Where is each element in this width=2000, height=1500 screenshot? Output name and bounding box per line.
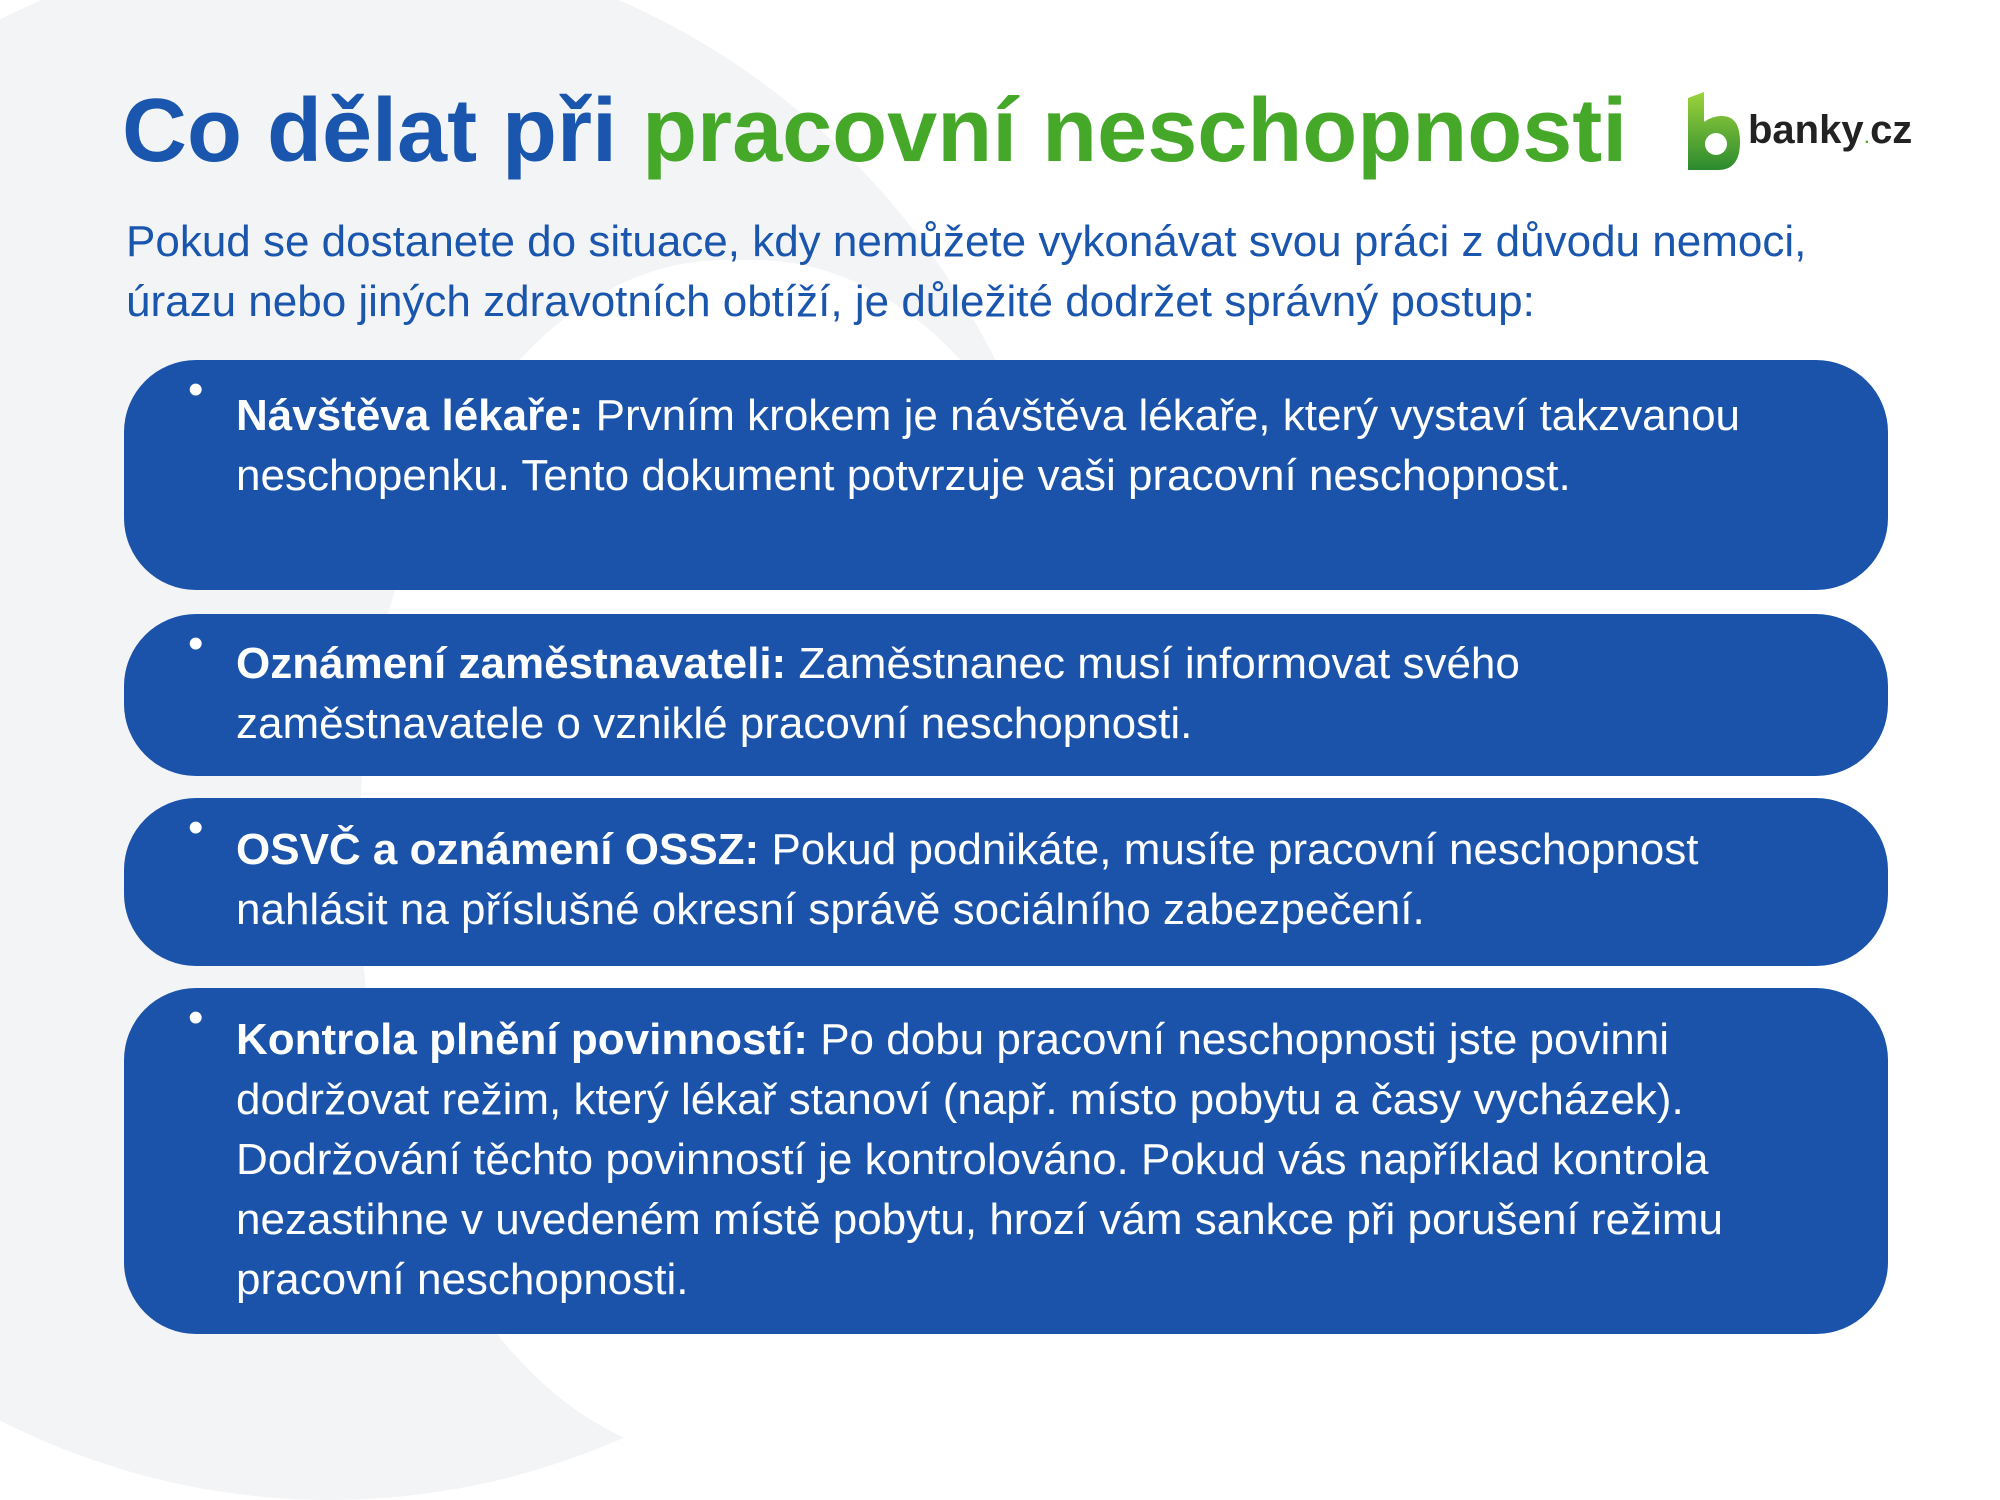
step-text: Po dobu pracovní neschopnosti jste povinni dodržovat režim, který lékař stanoví (např. místo pobytu a časy vycházek). Dodržování těchto povinností je kontrolováno. Pokud vás například kontrola nezastihne v uvedeném místě pobytu, hrozí vám sankce při porušení režimu pracovní neschopnosti.: [236, 1015, 1723, 1304]
step-card-compliance-check: [124, 988, 1888, 1334]
bullet-icon: •: [188, 803, 204, 852]
step-heading: Kontrola plnění povinností:: [236, 1015, 808, 1064]
step-text: Pokud podnikáte, musíte pracovní neschopnost nahlásit na příslušné okresní správě sociálního zabezpečení.: [236, 825, 1699, 934]
step-card-employer-notice: [124, 614, 1888, 776]
banky-logo-text: banky.cz: [1748, 108, 1913, 152]
bullet-icon: •: [188, 365, 204, 414]
step-heading: OSVČ a oznámení OSSZ:: [236, 825, 760, 874]
title-part-green: pracovní neschopnosti: [642, 81, 1628, 181]
step-card-ossz-notice: [124, 798, 1888, 966]
banky-logo-icon: [1682, 92, 1742, 172]
step-text: Zaměstnanec musí informovat svého zaměstnavatele o vzniklé pracovní neschopnosti.: [236, 639, 1520, 748]
bullet-icon: •: [188, 619, 204, 668]
step-heading: Oznámení zaměstnavateli:: [236, 639, 787, 688]
banky-logo: [1682, 92, 1912, 172]
intro-text: Pokud se dostanete do situace, kdy nemůžete vykonávat svou práci z důvodu nemoci, úrazu nebo jiných zdravotních obtíží, je důležité dodržet správný postup:: [126, 217, 1807, 326]
step-card-doctor-visit: [124, 360, 1888, 590]
step-heading: Návštěva lékaře:: [236, 391, 584, 440]
step-text: Prvním krokem je návštěva lékaře, který vystaví takzvanou neschopenku. Tento dokument potvrzuje vaši pracovní neschopnost.: [236, 391, 1741, 500]
page-title: [122, 81, 1628, 181]
bullet-icon: •: [188, 993, 204, 1042]
title-part-blue: Co dělat při: [122, 81, 618, 181]
